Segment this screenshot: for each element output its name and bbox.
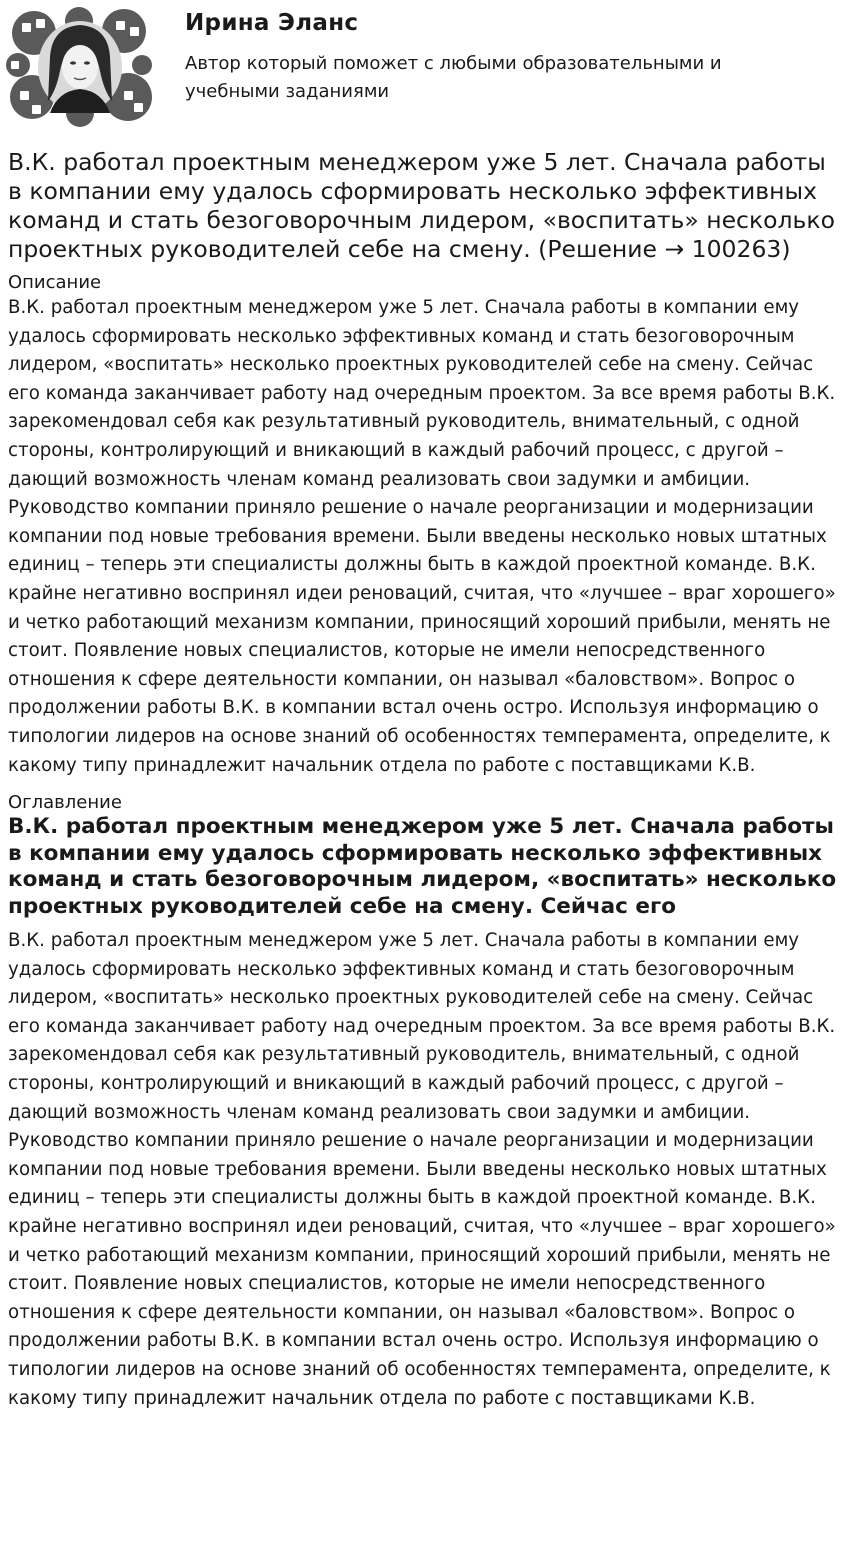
author-name: Ирина Эланс	[185, 10, 359, 36]
main-content	[8, 148, 840, 1413]
author-description: Автор который поможет с любыми образовательными и учебными заданиями	[185, 53, 722, 102]
description-label: Описание	[8, 272, 102, 293]
toc-label: Оглавление	[8, 792, 122, 814]
author-avatar	[6, 5, 152, 127]
toc-text: В.К. работал проектным менеджером уже 5 лет. Сначала работы в компании ему удалось сформировать несколько эффективных команд и стать безоговорочным лидером, «воспитать» несколько проектных руководителей себе на смену. Сейчас его команда заканчивает работу над очередным проектом. За все время работы В.К. зарекомендовал себя как результативный руководитель, внимательный, с одной стороны, контролирующий и вникающий в каждый рабочий процесс, с другой – дающий возможность членам команд реализовать свои задумки и амбиции. Руководство компании приняло решение о начале реорганизации и модернизации компании под новые требования времени. Были введены несколько новых штатных единиц – теперь эти специалисты должны быть в каждой проектной команде. В.К. крайне негативно воспринял идеи реноваций, считая, что «лучшее – враг хорошего» и четко работающий механизм компании, приносящий хороший прибыли, менять не стоит. Появление новых специалистов, которые не имели непосредственного отношения к сфере деятельности компании, он называл «баловством». Вопрос о продолжении работы В.К. в компании встал очень остро. Используя информацию о типологии лидеров на основе знаний об особенностях темперамента, определите, к какому типу принадлежит начальник отдела по работе с поставщиками К.В.	[8, 930, 836, 1409]
author-card	[0, 0, 847, 135]
description-text: В.К. работал проектным менеджером уже 5 лет. Сначала работы в компании ему удалось сформировать несколько эффективных команд и стать безоговорочным лидером, «воспитать» несколько проектных руководителей себе на смену. Сейчас его команда заканчивает работу над очередным проектом. За все время работы В.К. зарекомендовал себя как результативный руководитель, внимательный, с одной стороны, контролирующий и вникающий в каждый рабочий процесс, с другой – дающий возможность членам команд реализовать свои задумки и амбиции. Руководство компании приняло решение о начале реорганизации и модернизации компании под новые требования времени. Были введены несколько новых штатных единиц – теперь эти специалисты должны быть в каждой проектной команде. В.К. крайне негативно воспринял идеи реноваций, считая, что «лучшее – враг хорошего» и четко работающий механизм компании, приносящий хороший прибыли, менять не стоит. Появление новых специалистов, которые не имели непосредственного отношения к сфере деятельности компании, он называл «баловством». Вопрос о продолжении работы В.К. в компании встал очень остро. Используя информацию о типологии лидеров на основе знаний об особенностях темперамента, определите, к какому типу принадлежит начальник отдела по работе с поставщиками К.В.	[8, 297, 836, 776]
page-title: В.К. работал проектным менеджером уже 5 лет. Сначала работы в компании ему удалось сформировать несколько эффективных команд и стать безоговорочным лидером, «воспитать» несколько проектных руководителей себе на смену. (Решение → 100263)	[8, 148, 835, 263]
toc-heading: В.К. работал проектным менеджером уже 5 лет. Сначала работы в компании ему удалось сформировать несколько эффективных команд и стать безоговорочным лидером, «воспитать» несколько проектных руководителей себе на смену. Сейчас его	[8, 814, 837, 919]
